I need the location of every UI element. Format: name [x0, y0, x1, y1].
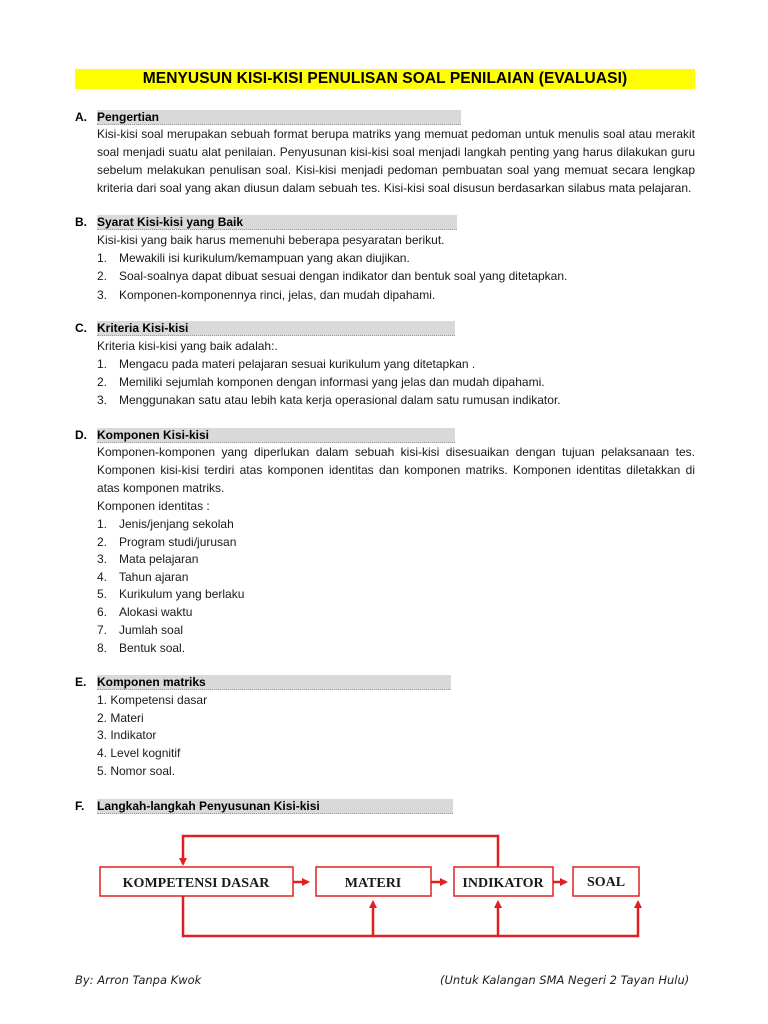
section-d-sub-label: Komponen identitas : [97, 499, 210, 513]
section-title: Komponen Kisi-kisi [97, 428, 455, 443]
list-item: 5. Nomor soal. [97, 764, 176, 778]
footer-audience: (Untuk Kalangan SMA Negeri 2 Tayan Hulu) [440, 973, 690, 987]
list-item: 1. Kompetensi dasar [97, 693, 208, 707]
section-c-intro: Kriteria kisi-kisi yang baik adalah:. [97, 339, 278, 353]
section-title: Syarat Kisi-kisi yang Baik [97, 215, 457, 230]
section-title: Kriteria Kisi-kisi [97, 321, 455, 336]
box-label: KOMPETENSI DASAR [122, 876, 270, 891]
list-item: 4. Level kognitif [97, 746, 181, 760]
page-title: MENYUSUN KISI-KISI PENULISAN SOAL PENILAIAN (EVALUASI) [75, 69, 695, 89]
section-letter: E. [75, 675, 87, 689]
bottom-arrow-to-soal [183, 896, 638, 936]
section-title: Komponen matriks [97, 675, 451, 690]
section-b-intro: Kisi-kisi yang baik harus memenuhi beberapa pesyaratan berikut. [97, 233, 445, 247]
feedback-arrow-top [183, 836, 498, 868]
footer-author: By: Arron Tanpa Kwok [75, 973, 202, 987]
section-letter: D. [75, 428, 87, 442]
section-letter: A. [75, 110, 87, 124]
box-label: SOAL [586, 875, 626, 890]
list-item: 2. Materi [97, 711, 144, 725]
section-letter: F. [75, 799, 85, 813]
section-title: Pengertian [97, 110, 461, 125]
section-letter: C. [75, 321, 87, 335]
section-letter: B. [75, 215, 87, 229]
box-label: MATERI [344, 876, 402, 891]
list-item: 3. Indikator [97, 728, 157, 742]
flow-diagram [0, 820, 768, 950]
section-d-paragraph: Komponen-komponen yang diperlukan dalam sebuah kisi-kisi disesuaikan dengan tujuan pelaksanaan tes. Komponen kisi-kisi terdiri atas komponen identitas dan komponen matriks. Komponen identitas diletakkan di atas komponen matriks. [97, 445, 695, 495]
section-a-paragraph: Kisi-kisi soal merupakan sebuah format berupa matriks yang memuat pedoman untuk menulis soal atau merakit soal menjadi suatu alat penilaian. Penyusunan kisi-kisi soal menjadi langkah penting yang harus dilakukan guru sebelum melakukan penulisan soal. Kisi-kisi menjadi pedoman pembuatan soal yang memuat secara lengkap kriteria dari soal yang akan diusun dalam sebuah tes. Kisi-kisi soal disusun berdasarkan silabus mata pelajaran. [97, 127, 695, 195]
section-title: Langkah-langkah Penyusunan Kisi-kisi [97, 799, 453, 814]
box-label: INDIKATOR [462, 876, 544, 891]
